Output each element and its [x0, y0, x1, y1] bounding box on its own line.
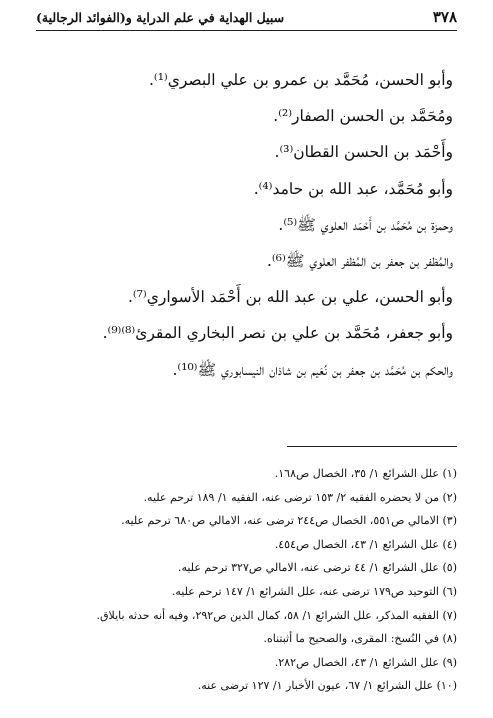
narrator-line: والحكم بن مُحَمَّد بن جعفر بن نُعَيم بن شاذان النيسابوري ﷺ⁽¹⁰⁾. — [172, 360, 453, 379]
footnote: (٨) في النُسخ: المقرى، والصحيح ما أثبتناه. — [263, 632, 457, 646]
page-number: ٣٧٨ — [432, 8, 457, 26]
footnote: (٥) علل الشرائع ١/ ٤٤ ترضى عنه، الامالي ص٣٢٧ ترحم عليه. — [177, 561, 457, 575]
footnotes — [24, 462, 457, 698]
footnote-separator — [287, 446, 457, 447]
narrator-line: ومُحَمَّد بن الحسن الصفار⁽²⁾. — [273, 107, 453, 126]
narrator-line: وأبو الحسن، علي بن عبد الله بن أَحْمَد الأسواري⁽⁷⁾. — [127, 288, 453, 307]
narrator-line: والمُظفر بن جعفر بن المُظفر العلوي ﷺ⁽⁶⁾. — [266, 251, 453, 270]
footnote: (٤) علل الشرائع ١/ ٤٣، الخصال ص٤٥٤. — [274, 537, 457, 551]
footnote: (١) علل الشرائع ١/ ٣٥، الخصال ص١٦٨. — [274, 467, 457, 480]
narrator-line: وحمزة بن مُحَمَّد بن أَحْمَد العلوي ﷺ⁽⁵⁾. — [278, 215, 453, 234]
narrator-line: وأبو مُحَمَّد، عبد الله بن حامد⁽⁴⁾. — [253, 179, 453, 198]
footnote: (١٠) علل الشرائع ١/ ٦٧، عيون الأخبار ١/ ١٢٧ ترضى عنه. — [197, 679, 457, 693]
narrator-list — [24, 62, 453, 388]
footnote: (٧) الفقيه المذكر، علل الشرائع ١/ ٥٨، كمال الدين ص٢٩٢، وفيه أنه حدثه بايلاق. — [96, 608, 457, 622]
footnote: (٩) علل الشرائع ١/ ٤٣، الخصال ص٢٨٢. — [274, 655, 457, 669]
page-header — [36, 8, 457, 30]
header-rule — [36, 30, 457, 31]
footnote: (٦) التوحيد ص١٧٩ ترضى عنه، علل الشرائع ١/ ١٤٧ ترحم عليه. — [171, 584, 457, 598]
narrator-line: وأَحْمَد بن الحسن القطان⁽³⁾. — [274, 143, 453, 162]
narrator-line: وأبو جعفر، مُحَمَّد بن علي بن نصر البخاري المقرئ⁽⁸⁾⁽⁹⁾. — [102, 324, 453, 343]
running-title: سبيل الهداية في علم الدراية و(الفوائد الرجالية) — [36, 10, 285, 25]
footnote: (٢) من لا يحضره الفقيه ٢/ ١٥٣ ترضى عنه، الفقيه ١/ ١٨٩ ترحم عليه. — [143, 490, 457, 504]
narrator-line: وأبو الحسن، مُحَمَّد بن عمرو بن علي البصري⁽¹⁾. — [148, 71, 453, 89]
footnote: (٣) الامالي ص٥٥١، الخصال ص٢٤٤ ترضى عنه، الامالي ص٦٨٠ ترحم عليه. — [121, 514, 457, 528]
